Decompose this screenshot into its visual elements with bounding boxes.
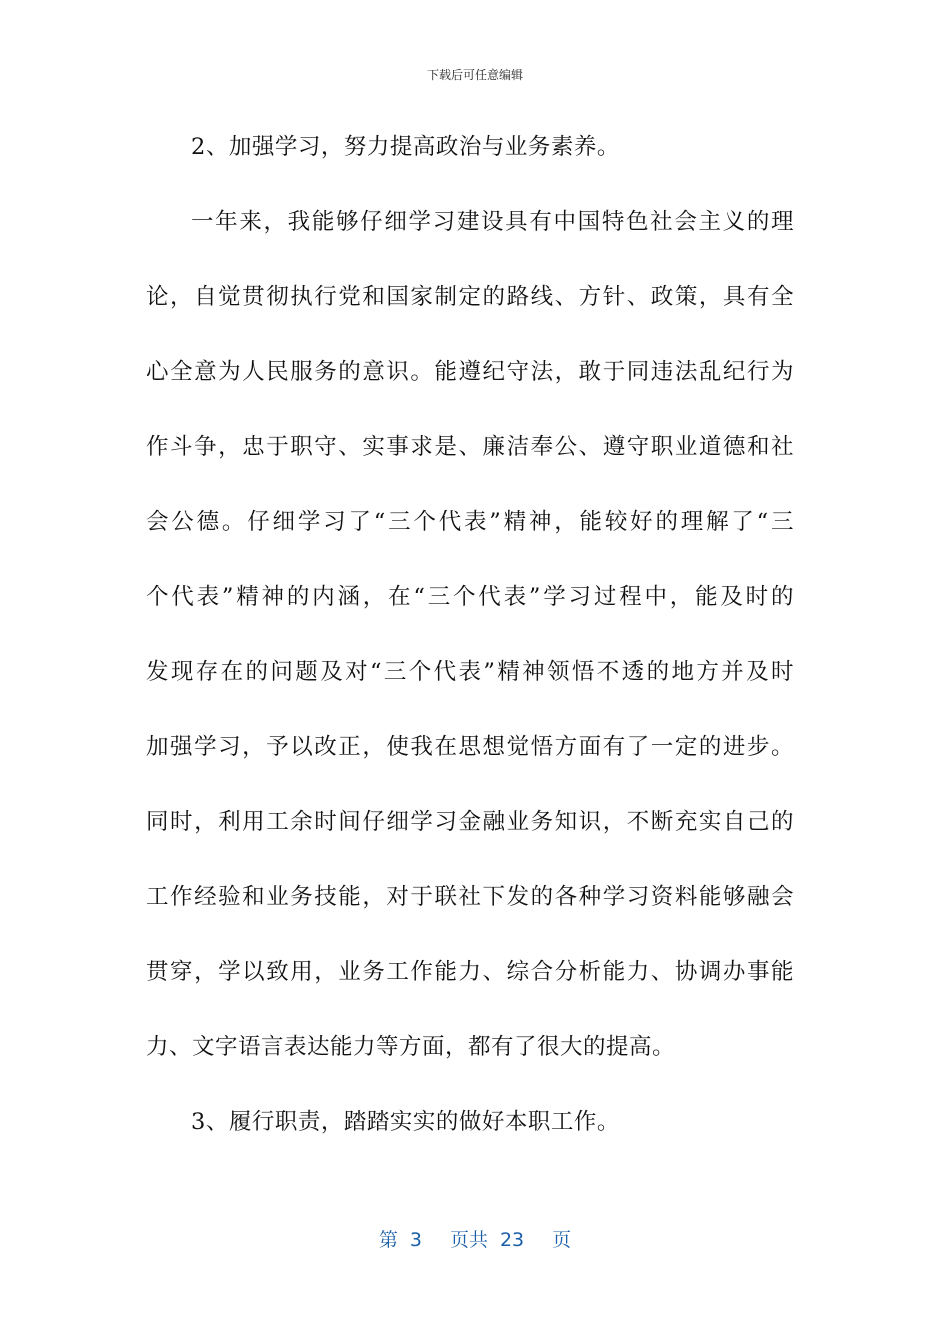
header-note: 下载后可任意编辑 <box>426 68 523 82</box>
paragraph-line: 论，自觉贯彻执行党和国家制定的路线、方针、政策，具有全 <box>146 284 794 310</box>
paragraph-line: 贯穿，学以致用，业务工作能力、综合分析能力、协调办事能 <box>146 959 794 985</box>
page-footer <box>0 1225 950 1252</box>
current-page-number: 3 <box>409 1229 422 1251</box>
footer-middle: 页共 <box>449 1229 488 1251</box>
paragraph-line: 力、文字语言表达能力等方面，都有了很大的提高。 <box>146 1034 676 1060</box>
paragraph-line: 同时，利用工余时间仔细学习金融业务知识，不断充实自己的 <box>146 809 794 835</box>
paragraph-line: 一年来，我能够仔细学习建设具有中国特色社会主义的理 <box>191 209 794 235</box>
footer-suffix: 页 <box>552 1229 572 1251</box>
footer-prefix: 第 <box>378 1229 398 1251</box>
paragraph-line: 作斗争，忠于职守、实事求是、廉洁奉公、遵守职业道德和社 <box>146 434 794 460</box>
paragraph-line: 心全意为人民服务的意识。能遵纪守法，敢于同违法乱纪行为 <box>146 359 794 385</box>
document-body <box>146 110 794 1160</box>
paragraph-line: 2、加强学习，努力提高政治与业务素养。 <box>191 134 620 160</box>
paragraph-line: 个代表”精神的内涵，在“三个代表”学习过程中，能及时的 <box>146 584 794 610</box>
paragraph-line: 工作经验和业务技能，对于联社下发的各种学习资料能够融会 <box>146 884 794 910</box>
paragraph-line: 会公德。仔细学习了“三个代表”精神，能较好的理解了“三 <box>146 509 794 535</box>
total-pages-number: 23 <box>499 1229 525 1251</box>
paragraph-line: 3、履行职责，踏踏实实的做好本职工作。 <box>191 1109 620 1135</box>
paragraph-line: 发现存在的问题及对“三个代表”精神领悟不透的地方并及时 <box>146 659 794 685</box>
paragraph-line: 加强学习，予以改正，使我在思想觉悟方面有了一定的进步。 <box>146 734 794 760</box>
